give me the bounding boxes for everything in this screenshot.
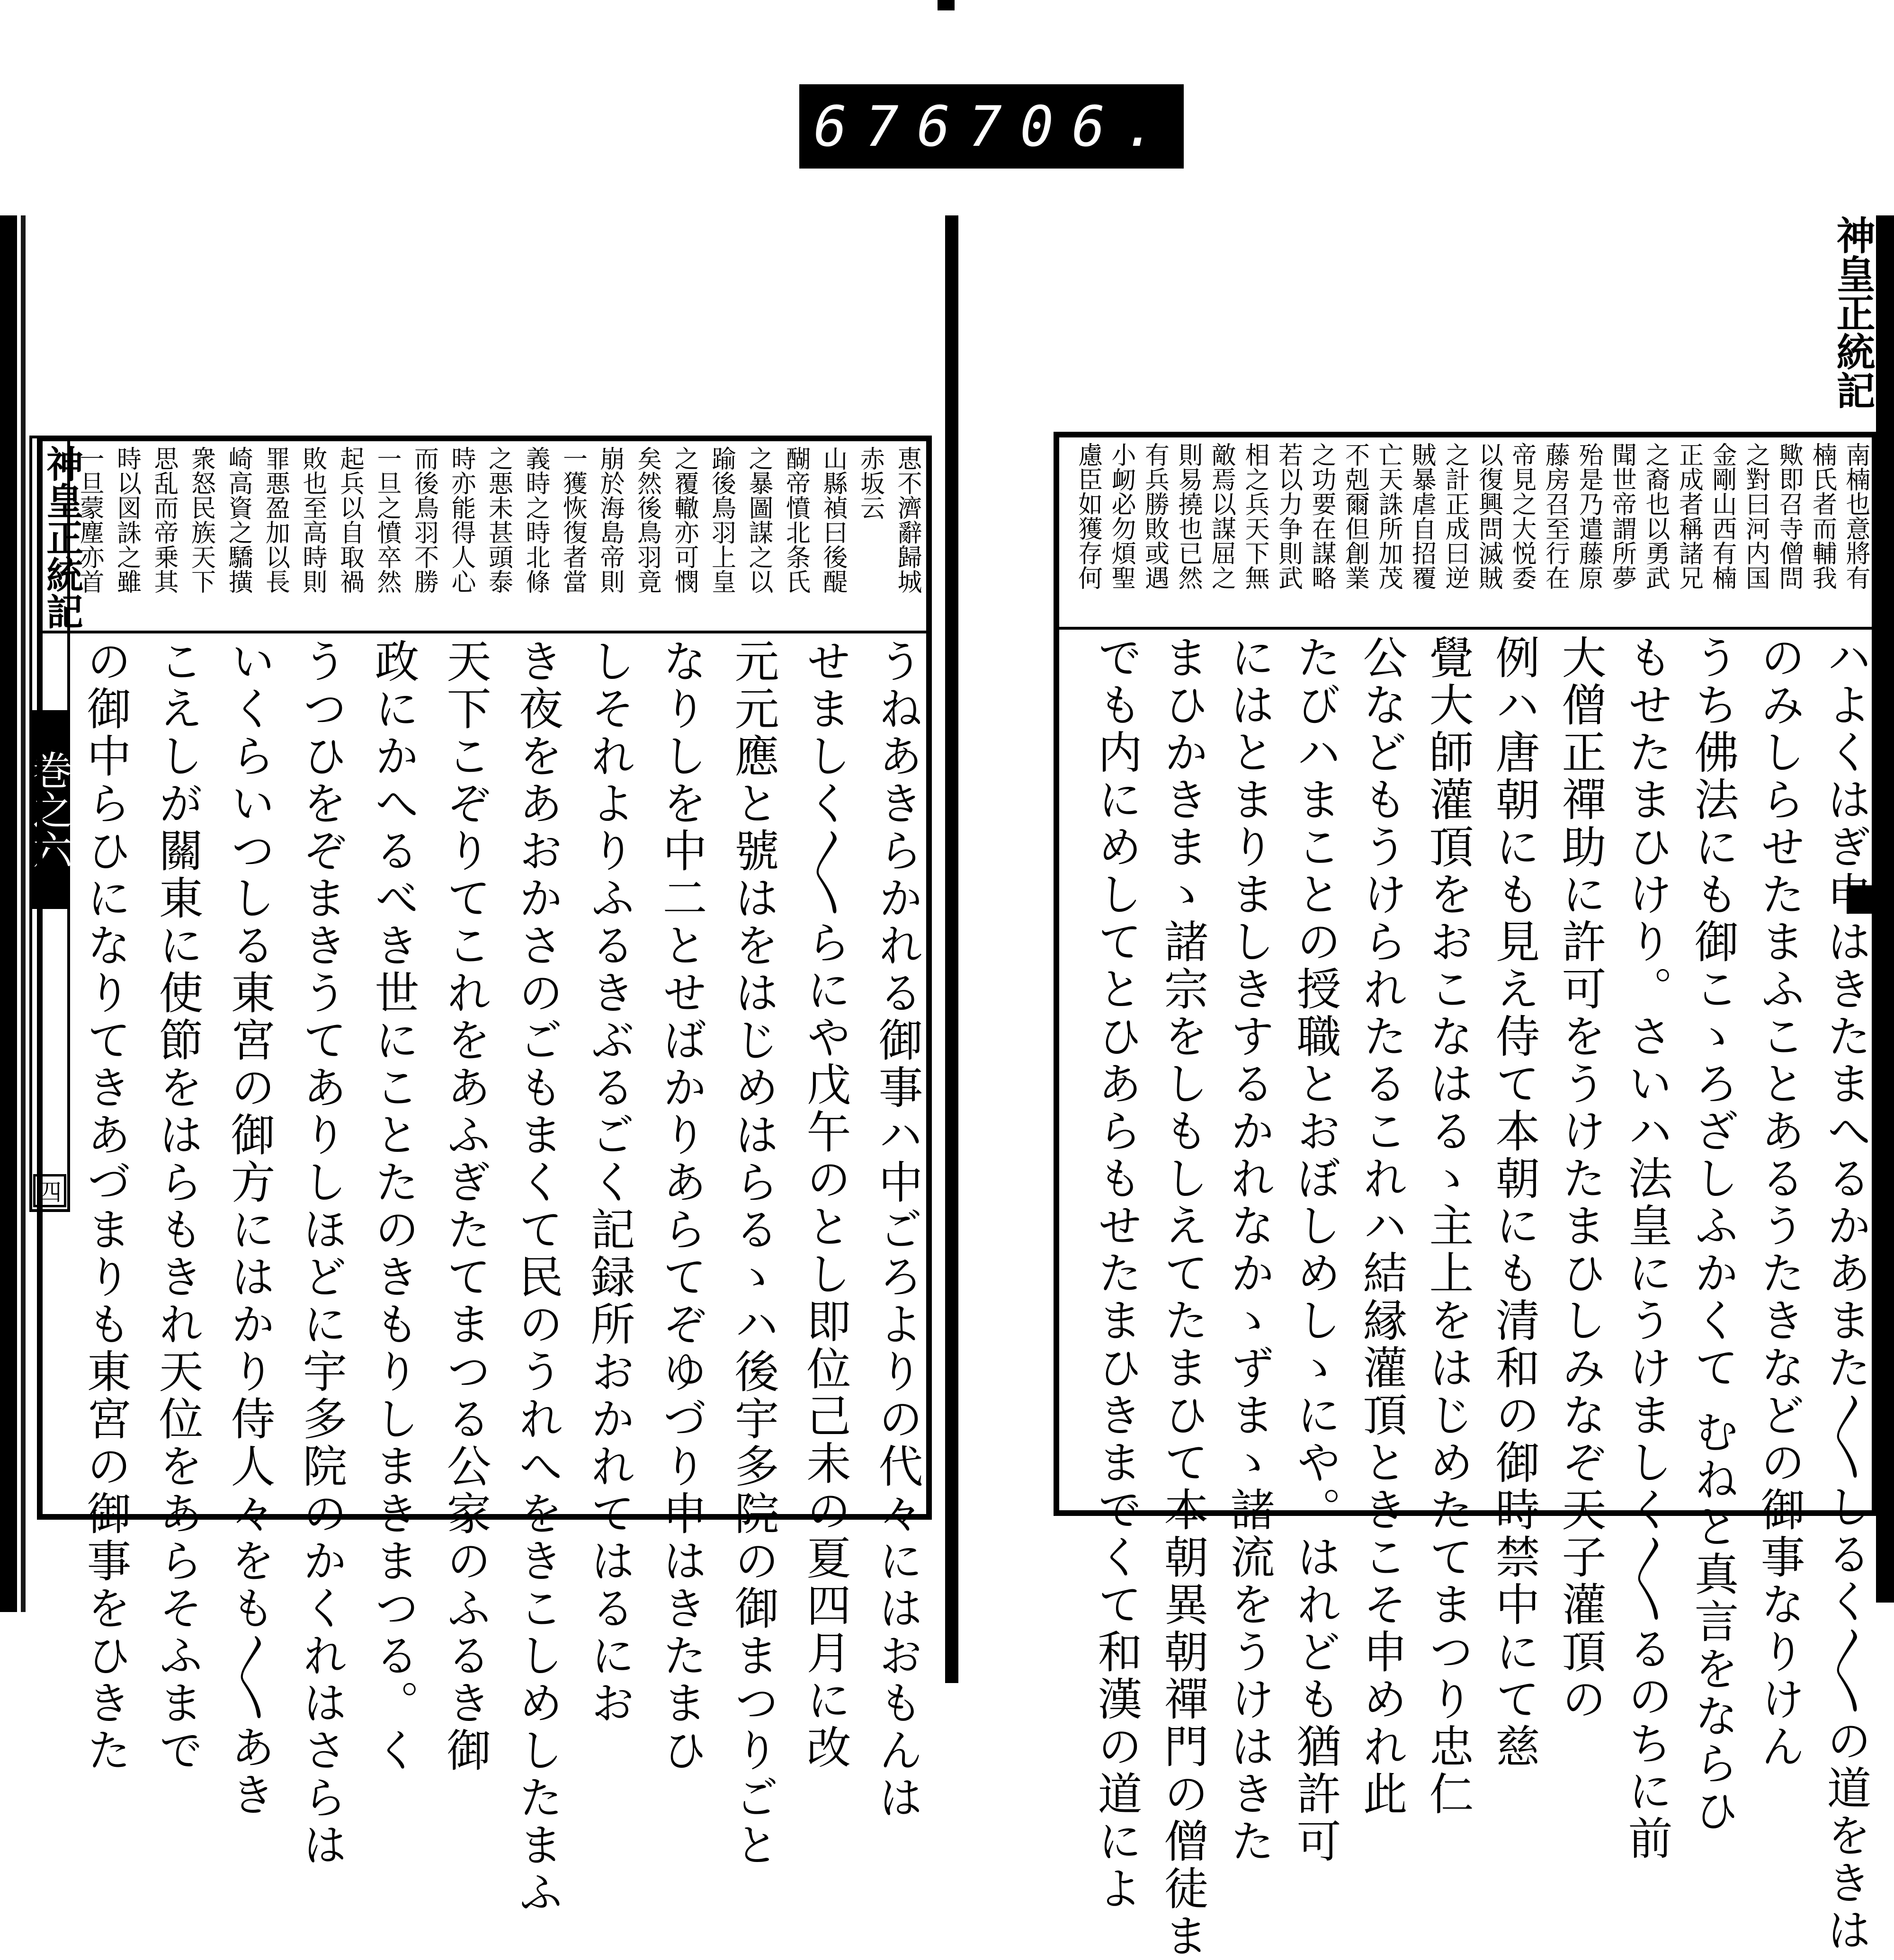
commentary-column: 而後鳥羽不勝 xyxy=(410,446,438,594)
center-gutter xyxy=(945,215,958,1683)
commentary-column: 聞世帝謂所夢 xyxy=(1608,442,1636,590)
commentary-column: 罪悪盈加以長 xyxy=(261,446,290,594)
commentary-column: 歟即召寺僧問 xyxy=(1775,442,1803,590)
commentary-column: 之對曰河内国 xyxy=(1741,442,1770,590)
commentary-column: 之裔也以勇武 xyxy=(1641,442,1670,590)
text-column: うねあきらかれる御事ハ中ごろよりの代々にはおもんは xyxy=(871,638,922,1822)
text-column: しそれよりふるきぶるごく記録所おかれてはるにお xyxy=(583,638,634,1727)
commentary-column: 醐帝憤北条氏 xyxy=(781,446,810,594)
text-column: うつひをぞまきうてありしほどに宇多院のかくれはさらは xyxy=(295,638,347,1869)
commentary-column: 慮臣如獲存何 xyxy=(1073,442,1102,590)
commentary-column: 一旦蒙塵亦首 xyxy=(75,446,104,594)
leaf-number: 四 xyxy=(33,1174,66,1207)
commentary-column: 崩於海島帝則 xyxy=(596,446,624,594)
text-column: こえしが關東に使節をはらもきれ天位をあらそふまで xyxy=(151,638,203,1774)
commentary-column: 小衂必勿煩聖 xyxy=(1107,442,1135,590)
text-column: たびハまことの授職とおぼしめしゝにや。はれども猶許可 xyxy=(1289,634,1340,1865)
commentary-column: 之暴圖謀之以 xyxy=(744,446,773,594)
commentary-column: 山縣禎曰後醍 xyxy=(819,446,847,594)
commentary-column: 敵焉以謀屈之 xyxy=(1207,442,1236,590)
commentary-column: 殆是乃遣藤原 xyxy=(1574,442,1603,590)
text-column: 政にかへるべき世にことたのきもりしまきまつる。く xyxy=(367,638,419,1774)
text-column: まひかきまゝ諸宗をしもしえてたまひて本朝異朝禪門の僧徒ま xyxy=(1156,634,1208,1960)
left-binding-edge xyxy=(0,215,17,1612)
commentary-column: 賊暴虐自招覆 xyxy=(1407,442,1436,590)
text-column: せましく〳〵らにや戊午のとし即位己未の夏四月に改 xyxy=(799,638,850,1772)
text-column: なりしを中二とせばかりあらてぞゆづり申はきたまひ xyxy=(655,638,706,1774)
commentary-column: 義時之時北條 xyxy=(521,446,550,594)
text-column: でも内にめしてとひあらもせたまひきまでくて和漢の道によ xyxy=(1090,634,1142,1913)
stamp-right-number: 706. xyxy=(968,94,1175,159)
text-column: 元元應と號はをはじめはらるゝハ後宇多院の御まつりごと xyxy=(727,638,778,1869)
commentary-column: 時亦能得人心 xyxy=(447,446,475,594)
commentary-column: 金剛山西有楠 xyxy=(1708,442,1736,590)
page-number-stamp xyxy=(799,84,1184,169)
commentary-column: 亡天誅所加茂 xyxy=(1374,442,1403,590)
text-column: き夜をあおかさのごもまくて民のうれへをきこしめしたまふ xyxy=(511,638,563,1916)
text-column: にはとまりましきするかれなかゝずまゝ諸流をうけはきた xyxy=(1223,634,1274,1865)
commentary-column: 則易撓也已然 xyxy=(1174,442,1202,590)
commentary-column: 起兵以自取禍 xyxy=(335,446,364,594)
text-column: 大僧正禪助に許可をうけたまひしみなぞ天子灌頂の xyxy=(1554,634,1606,1723)
commentary-column: 一旦之憤卒然 xyxy=(373,446,401,594)
commentary-divider xyxy=(43,631,926,633)
scan-mark xyxy=(938,0,955,10)
commentary-column: 有兵勝敗或遇 xyxy=(1140,442,1169,590)
commentary-column: 南楠也意將有 xyxy=(1841,442,1870,590)
commentary-divider xyxy=(1059,627,1872,630)
text-column: ハよくはぎ申はきたまへるかあまた〳〵しるく〳〵の道をきは xyxy=(1819,634,1871,1954)
text-column: の御中らひになりてきあづまりも東宮の御事をひきた xyxy=(79,638,131,1774)
text-column: 公などもうけられたるこれハ結縁灌頂ときこそ申めれ此 xyxy=(1355,634,1407,1818)
commentary-column: 踰後鳥羽上皇 xyxy=(707,446,736,594)
commentary-column: 帝見之大悦委 xyxy=(1508,442,1536,590)
commentary-column: 矣然後鳥羽竟 xyxy=(633,446,661,594)
text-column: いくらいつしる東宮の御方にはかり侍人々をも〳〵あき xyxy=(223,638,275,1819)
text-column: のみしらせたまふことあるうたきなどの御事なりけん xyxy=(1753,634,1805,1771)
commentary-column: 敗也至高時則 xyxy=(298,446,327,594)
commentary-column: 時以図誅之雖 xyxy=(112,446,141,594)
commentary-column: 之覆轍亦可憫 xyxy=(670,446,698,594)
commentary-column: 若以力争則武 xyxy=(1274,442,1303,590)
commentary-column: 以復興問滅賊 xyxy=(1474,442,1503,590)
commentary-column: 楠氏者而輔我 xyxy=(1808,442,1837,590)
right-header-title: 神皇正統記 xyxy=(1830,215,1876,410)
text-column: もせたまひけり。さいハ法皇にうけましく〳〵るのちに前 xyxy=(1620,634,1672,1862)
commentary-column: 之功要在謀略 xyxy=(1307,442,1336,590)
commentary-column: 之計正成曰逆 xyxy=(1441,442,1469,590)
commentary-column: 藤房召至行在 xyxy=(1541,442,1570,590)
text-column: 例ハ唐朝にも見え侍て本朝にも清和の御時禁中にて慈 xyxy=(1488,634,1539,1771)
commentary-column: 之悪未甚頭泰 xyxy=(484,446,513,594)
text-column: 天下こぞりてこれをあふぎたてまつる公家のふるき御 xyxy=(439,638,491,1774)
volume-label: 巻之六 xyxy=(29,710,70,909)
commentary-column: 赤坂云 xyxy=(856,446,884,520)
commentary-column: 衆怒民族天下 xyxy=(187,446,215,594)
commentary-column: 正成者稱諸兄 xyxy=(1674,442,1703,590)
commentary-column: 相之兵天下無 xyxy=(1241,442,1269,590)
text-column: うち佛法にも御こゝろざしふかくて むねと真言をならひ xyxy=(1687,634,1738,1835)
commentary-column: 崎高資之驕撗 xyxy=(224,446,252,594)
left-page xyxy=(37,436,932,1916)
stamp-left-number: 676 xyxy=(813,94,969,159)
commentary-column: 恵不濟辭歸城 xyxy=(893,446,921,594)
right-page xyxy=(1054,432,1877,1960)
left-binding-rule xyxy=(21,215,26,1612)
commentary-column: 思乱而帝乗其 xyxy=(150,446,178,594)
commentary-column: 不剋爾但創業 xyxy=(1340,442,1369,590)
text-column: 覺大師灌頂をおこなはるゝ主上をはじめたてまつり忠仁 xyxy=(1421,634,1473,1818)
margin-title: 神皇正統記 xyxy=(40,445,83,630)
commentary-column: 一獲恢復者當 xyxy=(558,446,587,594)
